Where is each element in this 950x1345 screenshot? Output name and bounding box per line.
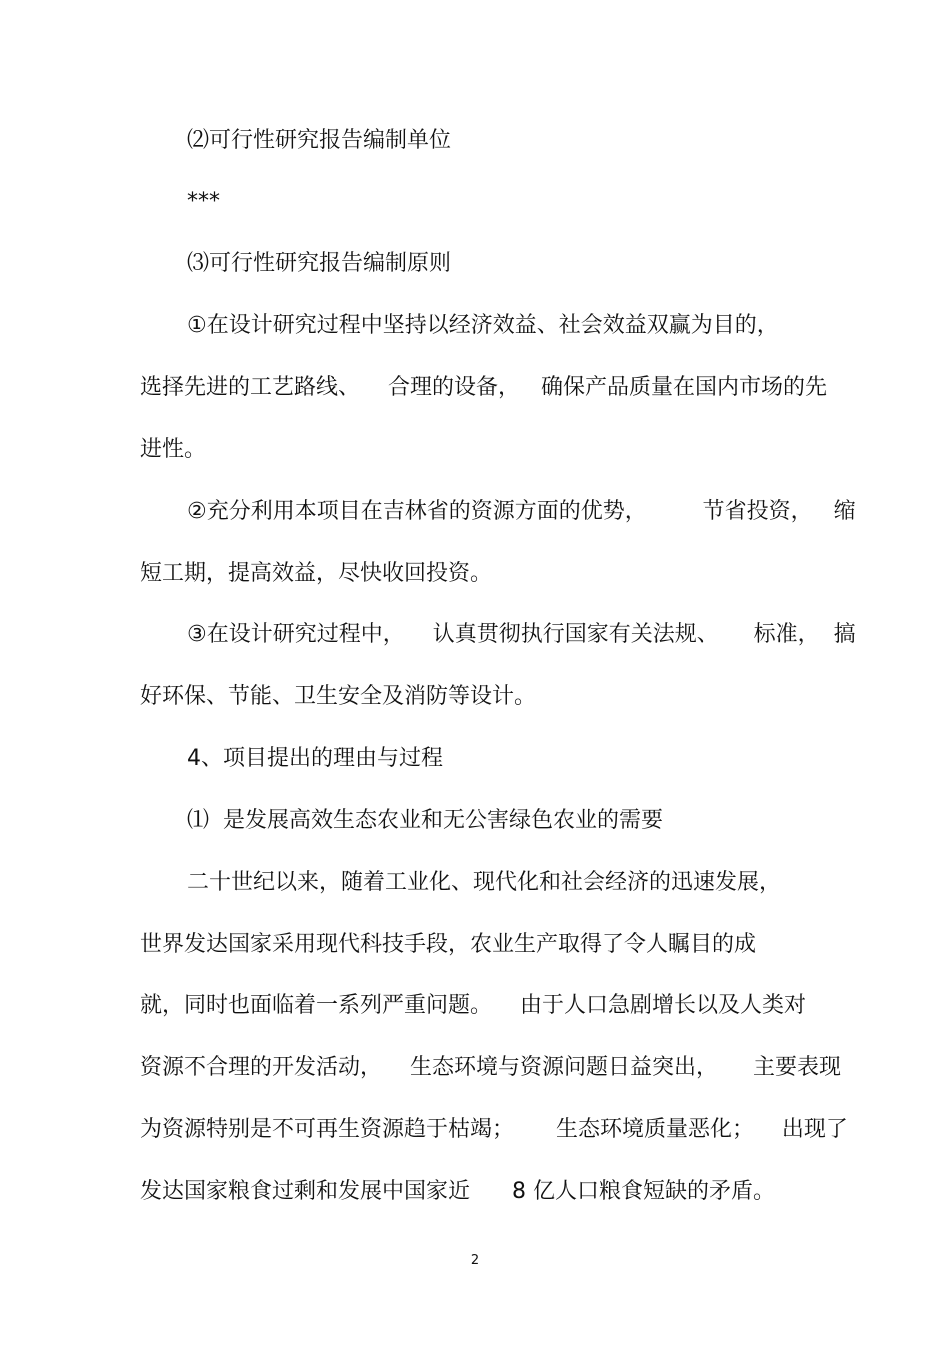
- paragraph-line: 资源不合理的开发活动， 生态环境与资源问题日益突出， 主要表现: [140, 1055, 841, 1080]
- paragraph-line: ③在设计研究过程中， 认真贯彻执行国家有关法规、 标准， 搞: [187, 622, 856, 647]
- page-number: 2: [470, 1253, 480, 1268]
- paragraph-line: 短工期，提高效益，尽快收回投资。: [140, 561, 493, 586]
- section-heading: 4、项目提出的理由与过程: [187, 746, 443, 771]
- paragraph-line: 发达国家粮食过剩和发展中国家近 8 亿人口粮食短缺的矛盾。: [140, 1179, 775, 1204]
- paragraph-line: ①在设计研究过程中坚持以经济效益、社会效益双赢为目的，: [187, 313, 779, 338]
- heading-compiling-unit: ⑵可行性研究报告编制单位: [187, 128, 452, 153]
- paragraph-line: 为资源特别是不可再生资源趋于枯竭； 生态环境质量恶化； 出现了: [140, 1117, 848, 1142]
- compiling-unit-value: ***: [187, 189, 220, 214]
- paragraph-line: ②充分利用本项目在吉林省的资源方面的优势， 节省投资， 缩: [187, 499, 856, 524]
- heading-compiling-principles: ⑶可行性研究报告编制原则: [187, 251, 452, 276]
- paragraph-line: 选择先进的工艺路线、 合理的设备， 确保产品质量在国内市场的先: [140, 375, 827, 400]
- paragraph-line: 进性。: [140, 437, 207, 462]
- paragraph-line: 二十世纪以来，随着工业化、现代化和社会经济的迅速发展，: [187, 870, 782, 895]
- subsection-heading: ⑴ 是发展高效生态农业和无公害绿色农业的需要: [187, 808, 663, 833]
- paragraph-line: 好环保、节能、卫生安全及消防等设计。: [140, 684, 537, 709]
- paragraph-line: 世界发达国家采用现代科技手段，农业生产取得了令人瞩目的成: [140, 932, 757, 957]
- paragraph-line: 就，同时也面临着一系列严重问题。 由于人口急剧增长以及人类对: [140, 993, 806, 1018]
